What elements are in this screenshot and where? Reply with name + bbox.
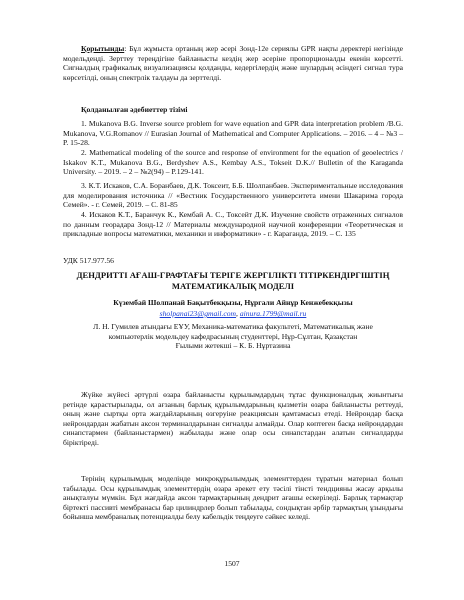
references-heading: Қолданылған әдебиеттер тізімі — [81, 105, 188, 114]
article-title-line-2: МАТЕМАТИКАЛЫҚ МОДЕЛІ — [171, 281, 295, 291]
conclusion-text: : Бұл жұмыста ортаның жер әсері Зонд-12е сериялы GPR нақты деректері негізінде модельденді. Зерттеу тереңдігіне байланысты кездің жер әсеріне пропорционалды екенін көрсетті. Сигналдың графикалық визуализациясы қолданды, кедергілердің және шулардың әсіндегі сигнал тура көрсетілді, оның спектрлік талдауы да зерттелді. — [63, 44, 403, 82]
conclusion-label: Қорытынды — [81, 44, 125, 53]
article-title-line-1: ДЕНДРИТТІ АҒАШ-ГРАФТАҒЫ ТЕРІГЕ ЖЕРГІЛІКТІ ТІТІРКЕНДІРГІШТІҢ — [76, 270, 390, 280]
reference-item-4: 4. Искаков К.Т., Баранчук К., Кембай А. С., Токсейт Д.К. Изучение свойств отраженных сигналов по данным георадара Зонд-12 // Материалы международной научной конференции «Теоретическая и прикладные вопросы математики, механики и информатики» - г. Караганда, 2019. – С. 135 — [63, 210, 403, 239]
email-link-2[interactable]: ainura.1799@mail.ru — [239, 309, 307, 318]
article-title — [63, 270, 403, 292]
affiliation-line-2: компьютерлік модельдеу кафедрасының студенттері, Нұр-Сұлтан, Қазақстан — [108, 331, 358, 341]
udk-code: УДК 517.977.56 — [63, 256, 114, 265]
reference-item-2: 2. Mathematical modeling of the source and response of environment for the equation of geoelectrics / Iskakov K.T., Mukanova B.G., Berdyshev A.S., Kembay A.S., Tokseit D.K.// Bulletin of the Karaganda University. – 2019. – 2 – №2(94) – P.129-141. — [63, 148, 403, 177]
authors: Күзембай Шолпанай Бақытбекқызы, Нұргали Айнұр Кенжебекқызы — [113, 298, 353, 307]
body-paragraph-2: Терінің құрылымдық моделінде микроқұрылымдық элементтерден тұратын материал болып табылады. Осы құрылымдық элементтердің өзара әрекет ету тәсілі тінсті тендцияны жасау арқылы анықталуы мүмкін. Бұл жағдайда аксон тармақтарының дендрит ағашы ескеріледі. Барлық тармақтар біртекті пассивті мембранасы бар цилиндрлер болып табылады, сондықтан әрбір тармақтың ұзындығы бойынша мембраналық потенциалды белу кабельдік теңдеуге сәйкес келеді. — [63, 474, 403, 522]
affiliation-line-1: Л. Н. Гумилев атындағы ЕҰУ, Механика-математика факультеті, Математикалық және — [93, 322, 373, 331]
body-paragraph-1: Жүйке жүйесі әртүрлі өзара байланысты құрылымдардың тұтас функционалдық жиынтығы ретінде қарастырылады, ол ағзаның барлық құрылымдарының қызметін өзара байланысты реттеуді, оның және сыртқы орта жағдайларының өзгеруіне реакциясын қамтамасыз етеді. Нейрондар басқа нейрондардан жабатын аксон терминалдарынан сигналды алмайды. Олар көптеген басқа нейрондардан синапстармен (байланыстармен) жабылады және олар осы синапстардан алатын сигналдарды біріктіреді. — [63, 390, 403, 447]
conclusion-paragraph — [63, 44, 403, 82]
email-link-1[interactable]: sholpanai23@gmail.com — [159, 309, 237, 318]
supervisor-line: Ғылыми жетекші – К. Б. Нұртазина — [175, 341, 291, 351]
email-separator: , — [236, 309, 240, 318]
affiliation — [63, 322, 403, 351]
author-emails — [63, 309, 403, 319]
page-number: 1507 — [224, 559, 240, 568]
reference-item-1: 1. Mukanova B.G. Inverse source problem for wave equation and GPR data interpretation problem /B.G. Mukanova, V.G.Romanov // Eurasian Journal of Mathematical and Computer Applications. – 2016. – 4 – №3 – P. 15-28. — [63, 119, 403, 148]
reference-item-3: 3. К.Т. Искаков, С.А. Боранбаев, Д.К. Токсеит, Б.Б. Шолпанбаев. Экспериментальные исследования для моделирования источника // «Вестник Государственного университета имени Шакарима города Семей». - г. Семей, 2019. – С. 81-85 — [63, 181, 403, 210]
